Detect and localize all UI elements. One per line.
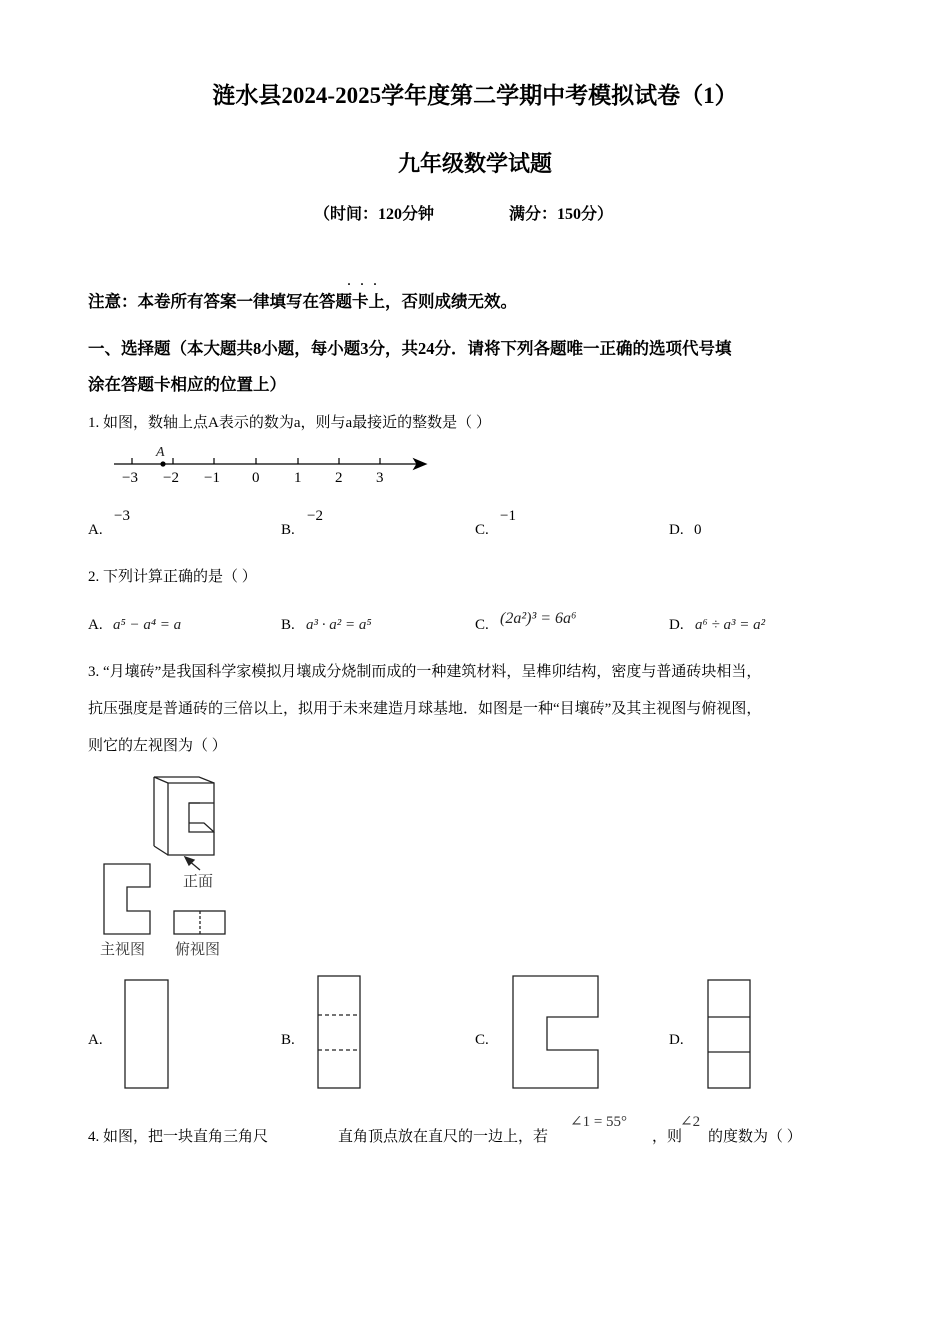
q3-stem-line3: 则它的左视图为（ ）: [88, 738, 227, 754]
main-view-label: 主视图: [100, 942, 146, 958]
q3-option-c[interactable]: C.: [475, 1032, 489, 1048]
exam-score: 满分：150分）: [509, 206, 614, 223]
q1-option-b-label[interactable]: B.: [281, 522, 295, 538]
q4-stem-part4: 的度数为（ ）: [708, 1129, 802, 1145]
main-view: [104, 864, 150, 934]
q1-option-c-value: −1: [500, 508, 516, 524]
number-line-tick-label: 0: [252, 470, 260, 486]
emphasis-dots: ···: [347, 277, 387, 291]
number-line-tick-label: 2: [335, 470, 343, 486]
option-c-figure: [513, 976, 598, 1088]
number-line-tick-label: 1: [294, 470, 302, 486]
front-arrow: [185, 857, 200, 870]
q1-stem: 1. 如图，数轴上点A表示的数为a，则与a最接近的整数是（ ）: [88, 415, 491, 431]
top-view-label: 俯视图: [175, 942, 221, 958]
notice: 注意：本卷所有答案一律填写在答题卡上，否则成绩无效。: [88, 292, 517, 311]
exam-time: （时间：120分钟: [314, 206, 435, 223]
q1-option-d-value: 0: [694, 522, 702, 538]
q2-option-b-label[interactable]: B.: [281, 617, 295, 633]
q4-stem-part3: ，则: [652, 1129, 683, 1145]
q3-option-b[interactable]: B.: [281, 1032, 295, 1048]
q3-stem-line1: 3. “月壤砖”是我国科学家模拟月壤成分烧制而成的一种建筑材料，呈榫卯结构，密度与普通砖块相当，: [88, 664, 762, 680]
front-label: 正面: [183, 874, 214, 890]
q3-option-d[interactable]: D.: [669, 1032, 684, 1048]
q1-option-a-label[interactable]: A.: [88, 522, 103, 538]
number-line-tick-label: −3: [122, 470, 138, 486]
q2-option-d-label[interactable]: D.: [669, 617, 684, 633]
q1-point-label: A: [156, 445, 165, 460]
q2-option-c-label[interactable]: C.: [475, 617, 489, 633]
number-line-tick-label: −2: [163, 470, 179, 486]
q2-option-d-value: a⁶ ÷ a³ = a²: [695, 617, 766, 633]
section-heading-line1: 一、选择题（本大题共8小题，每小题3分，共24分．请将下列各题唯一正确的选项代号填: [88, 339, 732, 358]
q4-angle2: ∠2: [680, 1114, 701, 1130]
q4-stem-part1: 4. 如图，把一块直角三角尺: [88, 1129, 269, 1145]
section-heading-line2: 涂在答题卡相应的位置上）: [88, 375, 286, 394]
q3-stem-line2: 抗压强度是普通砖的三倍以上，拟用于未来建造月球基地．如图是一种“目壤砖”及其主视图与俯视图，: [88, 701, 762, 717]
exam-subtitle: 九年级数学试题: [397, 151, 552, 176]
q1-option-a-value: −3: [114, 508, 130, 524]
q2-option-b-value: a³ · a² = a⁵: [306, 617, 372, 633]
q2-stem: 2. 下列计算正确的是（ ）: [88, 569, 257, 585]
q1-option-d-label[interactable]: D.: [669, 522, 684, 538]
number-line-tick-label: 3: [376, 470, 384, 486]
q2-option-a-value: a⁵ − a⁴ = a: [113, 617, 182, 633]
moon-brick-3d: [154, 777, 214, 855]
q1-option-b-value: −2: [307, 508, 323, 524]
top-view: [174, 911, 225, 934]
q1-option-c-label[interactable]: C.: [475, 522, 489, 538]
exam-title: 涟水县2024-2025学年度第二学期中考模拟试卷（1）: [212, 83, 738, 108]
option-b-figure: [318, 976, 360, 1088]
q4-stem-part2: 直角顶点放在直尺的一边上，若: [338, 1129, 549, 1145]
option-d-figure: [708, 980, 750, 1088]
q3-option-a[interactable]: A.: [88, 1032, 103, 1048]
q2-option-a-label[interactable]: A.: [88, 617, 103, 633]
number-line-tick-label: −1: [204, 470, 220, 486]
q4-angle1: ∠1 = 55°: [570, 1114, 628, 1130]
option-a-figure: [125, 980, 168, 1088]
q2-option-c-value: (2a²)³ = 6a⁶: [500, 610, 577, 627]
